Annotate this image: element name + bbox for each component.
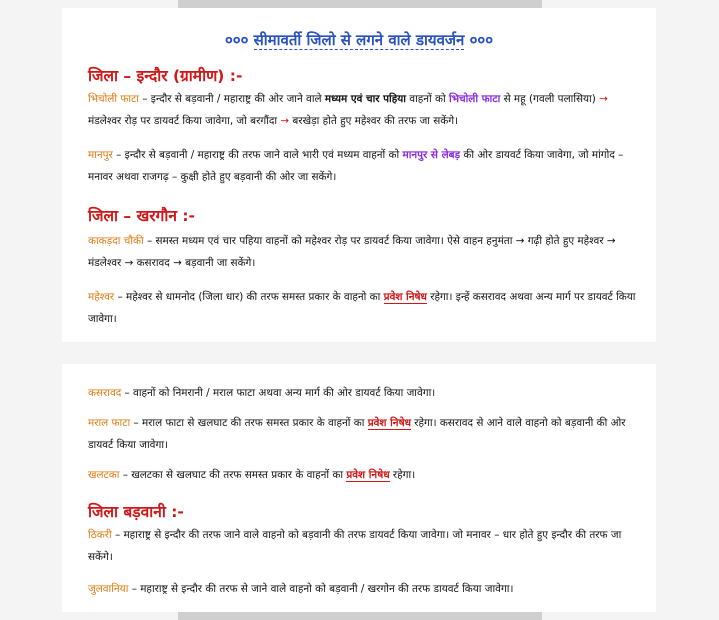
entry-banned-label: प्रवेश निषेध (346, 469, 390, 481)
place-name: ठिकरी (88, 529, 112, 541)
top-scroll-bar (178, 0, 542, 8)
place-name: भिचोली फाटा (88, 93, 139, 105)
heading-indore: जिला – इन्दौर (ग्रामीण) :- (88, 67, 243, 85)
bottom-scroll-bar (178, 612, 542, 620)
paragraph-maheshwar: महेश्वर – महेश्वर से धामनोद (जिला धार) की तरफ समस्त प्रकार के वाहनो का प्रवेश निषेध रहेगा। इन्हें कसरावद अथवा अन्य मार्ग पर डायवर्ट किया जावेगा। (88, 291, 636, 325)
title-left-decoration: ००० (225, 31, 249, 49)
place-name: खलटका (88, 469, 120, 481)
title-right-decoration: ००० (469, 31, 493, 49)
place-name: मराल फाटा (88, 417, 131, 429)
paragraph-thikri: ठिकरी – महाराष्ट्र से इन्दौर की तरफ जाने वाले वाहनो को बड़वानी की तरफ डायवर्ट किया जावेगा। जो मनावर – धार होते हुए इन्दौर की तरफ जा सकेंगे। (88, 529, 622, 563)
place-name-highlight: मानपुर से लेबड़ (402, 149, 461, 161)
paragraph-kasrawad: कसरावद – वाहनों को निमरानी / मराल फाटा अथवा अन्य मार्ग की ओर डायवर्ट किया जावेगा। (88, 387, 436, 399)
document-page-2 (62, 364, 656, 612)
arrow-icon: → (599, 93, 608, 105)
place-name-highlight: भिचोली फाटा (449, 93, 501, 105)
place-name: कसरावद (88, 387, 122, 399)
heading-khargone: जिला – खरगौन :- (88, 207, 195, 225)
arrow-icon: → (280, 115, 290, 127)
paragraph-manpur: मानपुर – इन्दौर से बड़वानी / महाराष्ट्र की तरफ जाने वाले भारी एवं मध्यम वाहनों को मानपुर से लेबड़ की ओर डायवर्ट किया जावेगा, जो मांगोद – मनावर अथवा राजगढ़ – कुक्षी होते हुए बड़वानी की ओर जा सकेंगे। (88, 149, 624, 183)
place-name: काकड़दा चौकी (88, 235, 144, 247)
paragraph-khalatka: खलटका – खलटका से खलघाट की तरफ समस्त प्रकार के वाहनों का प्रवेश निषेध रहेगा। (88, 469, 416, 481)
place-name: मानपुर (88, 149, 113, 161)
paragraph-maral-phata: मराल फाटा – मराल फाटा से खलघाट की तरफ समस्त प्रकार के वाहनों का प्रवेश निषेध रहेगा। कसरावद से आने वाले वाहनो को बड़वानी की ओर डायवर्ट किया जावेगा। (88, 417, 626, 451)
paragraph-julwaniya: जुलवानिया – महाराष्ट्र से इन्दौर की तरफ से जाने वाले वाहनो को बड़वानी / खरगोन की तरफ डायवर्ट किया जावेगा। (88, 583, 514, 595)
document-page-1 (62, 8, 656, 342)
paragraph-kakadda-chowki: काकड़दा चौकी – समस्त मध्यम एवं चार पहिया वाहनों को महेश्वर रोड़ पर डायवर्ट किया जावेगा। ऐसे वाहन हनुमंता → गढ़ी होते हुए महेश्वर → मंडलेश्वर → कसरावद → बड़वानी जा सकेंगे। (88, 235, 616, 269)
entry-banned-label: प्रवेश निषेध (367, 417, 411, 429)
place-name: जुलवानिया (88, 583, 129, 595)
entry-banned-label: प्रवेश निषेध (383, 291, 427, 303)
paragraph-bhicholi-phata: भिचोली फाटा – इन्दौर से बड़वानी / महाराष्ट्र की ओर जाने वाले मध्यम एवं चार पहिया वाहनों को भिचोली फाटा से महू (गवली पलासिया) → मंडलेश्वर रोड़ पर डायवर्ट किया जावेगा, जो बरगौंदा → बरखेड़ा होते हुए महेश्वर की तरफ जा सकेंगे। (88, 93, 608, 127)
page-title (62, 30, 656, 50)
title-text: सीमावर्ती जिलो से लगने वाले डायवर्जन (253, 31, 465, 49)
place-name: महेश्वर (88, 291, 115, 303)
heading-barwani: जिला बड़वानी :- (88, 503, 184, 521)
